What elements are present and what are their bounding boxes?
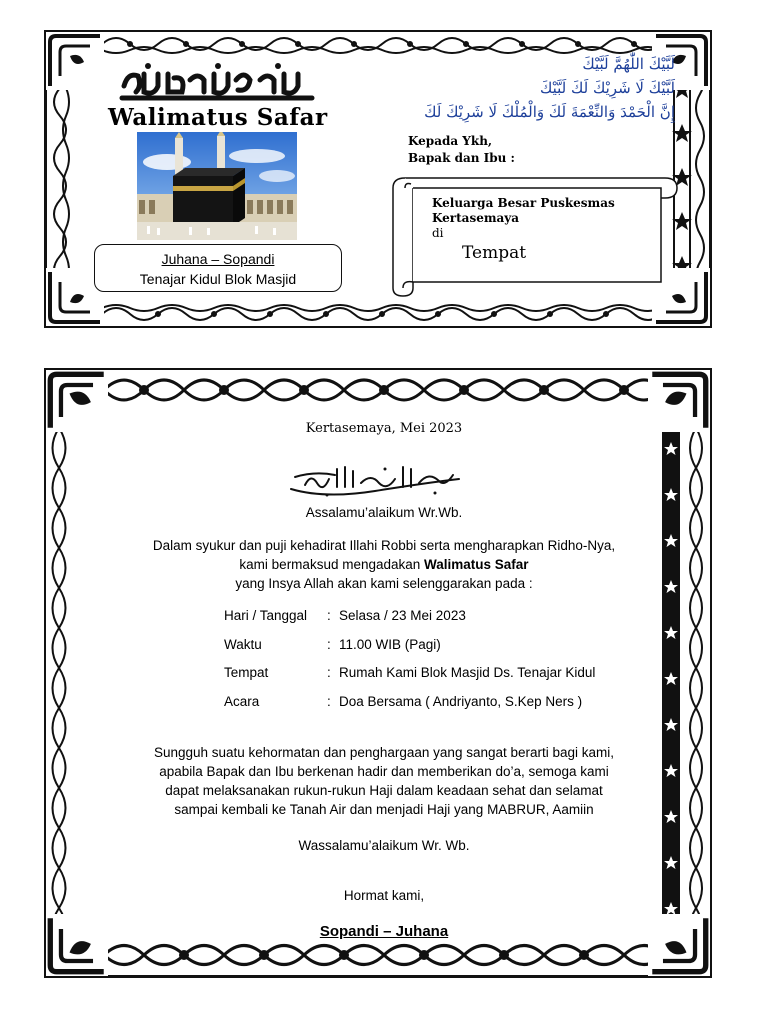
intro-line-2 (0, 555, 768, 574)
detail-colon: : (327, 665, 331, 680)
regards-line: Hormat kami, (343, 888, 425, 903)
recipient-line-3: di (432, 226, 444, 240)
talbiyah-line-1: لَبَّيْكَ اللّٰهُمَّ لَبَّيْكَ (582, 55, 675, 73)
kepada-line: Kepada Ykh, (408, 134, 493, 148)
sender-box (94, 244, 342, 292)
detail-value: Doa Bersama ( Andriyanto, S.Kep Ners ) (339, 693, 583, 709)
closing-line-4: sampai kembali ke Tanah Air dan menjadi Haji yang MABRUR, Aamiin (174, 802, 594, 817)
letter-date: Kertasemaya, Mei 2023 (305, 421, 463, 436)
kaaba-image (137, 132, 297, 240)
detail-value: Selasa / 23 Mei 2023 (339, 608, 466, 623)
letter-top-ornament (104, 370, 654, 410)
sender-names: Juhana – Sopandi (161, 251, 275, 267)
tempat-label: Tempat (462, 243, 527, 263)
detail-row-date (224, 608, 664, 637)
opening-greeting: Assalamu’alaikum Wr.Wb. (305, 505, 463, 520)
addressee-heading (408, 133, 608, 167)
intro-paragraph (0, 536, 768, 593)
detail-value: Rumah Kami Blok Masjid Ds. Tenajar Kidul (339, 665, 596, 680)
detail-row-place (224, 665, 664, 694)
detail-row-time (224, 637, 664, 666)
detail-colon: : (327, 636, 331, 652)
closing-greeting: Wassalamu’alaikum Wr. Wb. (298, 838, 470, 853)
talbiyah-line-2: لَبَّيْكَ لَا شَرِيْكَ لَكَ لَبَّيْكَ (539, 79, 675, 97)
detail-colon: : (327, 608, 331, 623)
closing-line-3: dapat melaksanakan rukun-rukun Haji dalam keadaan sehat dan selamat (165, 783, 603, 798)
recipient-block (432, 196, 662, 241)
corner-ornament-top-left (46, 32, 104, 90)
intro-line-3: yang Insya Allah akan kami selenggarakan pada : (235, 576, 533, 591)
talbiyah-text (405, 52, 675, 124)
bismillah-calligraphy (285, 459, 465, 499)
undangan-headline (118, 60, 318, 106)
detail-row-event (224, 694, 664, 723)
card-title: Walimatus Safar (108, 104, 328, 131)
closing-paragraph (0, 743, 768, 819)
intro-line-2-text: kami bermaksud mengadakan (239, 557, 425, 572)
closing-line-2: apabila Bapak dan Ibu berkenan hadir dan memberikan do’a, semoga kami (159, 764, 609, 779)
detail-value: 11.00 WIB (Pagi) (339, 636, 441, 652)
detail-colon: : (327, 693, 331, 709)
recipient-line-1: Keluarga Besar Puskesmas (432, 196, 615, 210)
bapak-ibu-line: Bapak dan Ibu : (408, 151, 515, 165)
signer-names: Sopandi – Juhana (319, 923, 449, 940)
closing-line-1: Sungguh suatu kehormatan dan penghargaan yang sangat berarti bagi kami, (153, 745, 615, 760)
event-details (224, 608, 664, 722)
bottom-ornament-border (102, 302, 658, 326)
talbiyah-line-3: إِنَّ الْحَمْدَ وَالنِّعْمَةَ لَكَ وَالْمُلْكَ لَا شَرِيْكَ لَكَ (424, 103, 675, 121)
recipient-line-2: Kertasemaya (432, 211, 520, 225)
left-ornament-border (48, 88, 72, 270)
intro-line-1: Dalam syukur dan puji kehadirat Illahi Robbi serta mengharapkan Ridho-Nya, (152, 538, 616, 553)
sender-address: Tenajar Kidul Blok Masjid (139, 271, 297, 287)
event-name: Walimatus Safar (424, 557, 529, 572)
detail-label: Waktu (224, 636, 262, 652)
detail-label: Tempat (224, 665, 269, 680)
detail-label: Hari / Tanggal (224, 608, 308, 623)
letter-bottom-ornament (104, 936, 654, 974)
detail-label: Acara (224, 693, 260, 709)
